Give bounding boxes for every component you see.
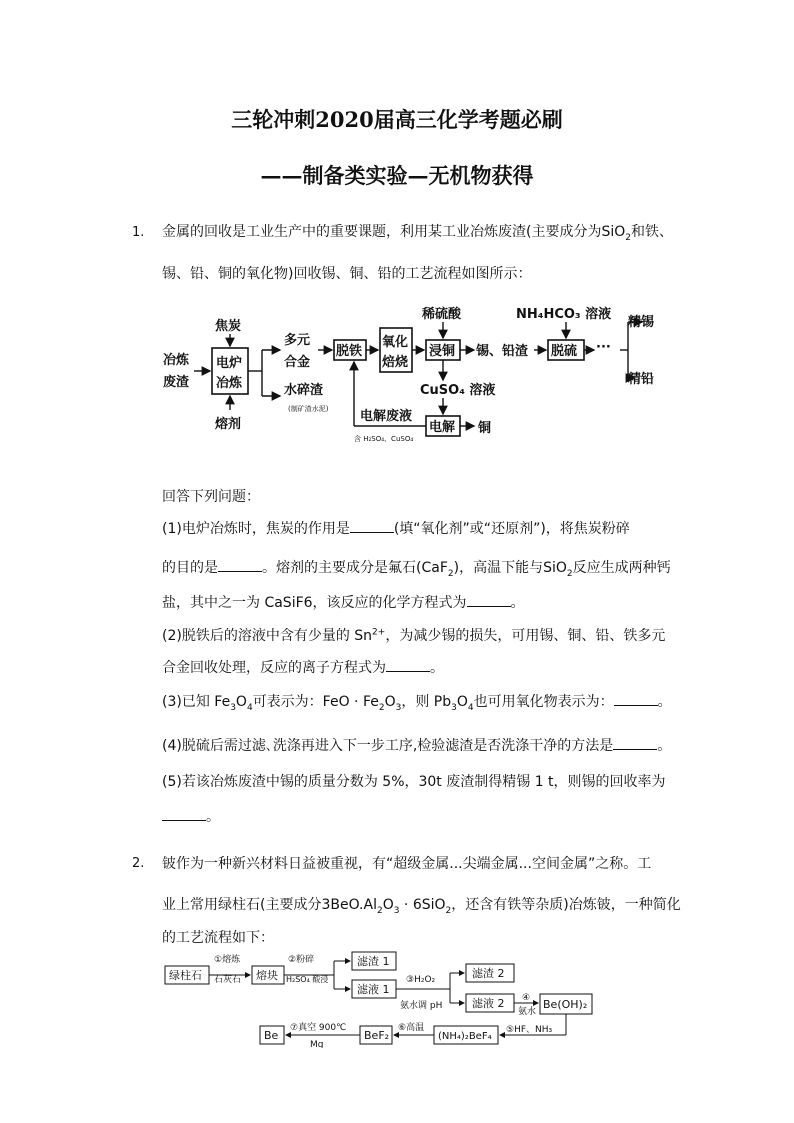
flow-acid: 稀硫酸 bbox=[422, 307, 462, 322]
flow2-step4-top: ④ bbox=[522, 993, 531, 1003]
flow-waste-note: 含 H₂SO₄、CuSO₄ bbox=[354, 435, 414, 443]
q1-part3: (3)已知 $Fe_3O_4$可表示为：FeO · $Fe_2O_3$，则 $Pb_3O_4$也可用氧化物表示为： 。 bbox=[162, 694, 672, 713]
q1-part5-line1: (5)若该冶炼废渣中锡的质量分数为 5%，30t 废渣制得精锡 1 t，则锡的回收率为 bbox=[162, 774, 666, 790]
flow-tin: 精锡 bbox=[627, 315, 654, 330]
q1-intro-line1: 金属的回收是工业生产中的重要课题，利用某工业冶炼废渣(主要成分为SiO$_2$和铁、 bbox=[162, 224, 673, 243]
question-number: 1. bbox=[132, 225, 145, 240]
q1-part2-line1: (2)脱铁后的溶液中含有少量的 $Sn^{2+}$，为减少锡的损失，可用锡、铜、铅、铁多元 bbox=[162, 627, 666, 644]
flow-cuso4: CuSO₄ 溶液 bbox=[420, 383, 496, 398]
q2-intro-line1: 铍作为一种新兴材料日益被重视，有“超级金属...尖端金属...空间金属”之称。工 bbox=[162, 856, 652, 872]
flow2-beryl: 绿柱石 bbox=[169, 969, 202, 982]
q1-part1-line3: 盐，其中之一为 CaSiF6，该反应的化学方程式为 。 bbox=[162, 595, 525, 611]
flow-deiron: 脱铁 bbox=[336, 344, 363, 359]
flow2-bef2: BeF₂ bbox=[364, 1029, 390, 1042]
flow2-step3-top: ③H₂O₂ bbox=[406, 975, 436, 985]
answer-blank[interactable] bbox=[467, 594, 511, 607]
flow2-step3-bottom: 氨水调 pH bbox=[400, 1001, 443, 1011]
flow2-frit: 熔块 bbox=[256, 969, 278, 982]
flow-snpb: 锡、铅渣 bbox=[476, 344, 529, 359]
flow-lead: 精铅 bbox=[627, 372, 654, 387]
q1-part1-line2: 的目的是 。熔剂的主要成分是氟石(CaF$_2$)，高温下能与SiO$_2$反应生成两种钙 bbox=[162, 560, 671, 579]
flow2-step5: ⑤HF、NH₃ bbox=[506, 1025, 553, 1035]
q1-part1-line1: (1)电炉冶炼时，焦炭的作用是 (填“氧化剂”或“还原剂”)，将焦炭粉碎 bbox=[162, 521, 630, 537]
q1-flowchart bbox=[158, 298, 668, 446]
q1-part5-line2: 。 bbox=[162, 806, 220, 826]
flow2-step7-bottom: Mg bbox=[310, 1040, 324, 1048]
q2-intro-line2: 业上常用绿柱石(主要成分$3BeO.Al_2O_3 \cdot 6SiO_2$，还含有铁等杂质)冶炼铍，一种简化 bbox=[162, 897, 681, 916]
flow-flux: 熔剂 bbox=[215, 417, 242, 432]
flow-oxroast-1: 氧化 bbox=[382, 335, 409, 350]
flow2-step2-bottom: H₂SO₄ 酸浸 bbox=[286, 975, 329, 984]
flow2-beoh2: Be(OH)₂ bbox=[543, 998, 588, 1011]
question-number: 2. bbox=[132, 856, 145, 871]
flow-slag: 水碎渣 bbox=[284, 383, 324, 398]
flow-feed-2: 废渣 bbox=[163, 375, 190, 390]
flow-leach: 浸铜 bbox=[429, 344, 456, 359]
flow-dots: ··· bbox=[596, 340, 611, 355]
flow-slag-note: (制矿渣水泥) bbox=[288, 405, 329, 413]
q1-part2-line2: 合金回收处理，反应的离子方程式为 。 bbox=[162, 660, 444, 676]
answer-blank[interactable] bbox=[614, 693, 658, 706]
q2-intro-line3: 的工艺流程如下： bbox=[162, 930, 274, 946]
page-title: 三轮冲刺2020届高三化学考题必刷 bbox=[231, 107, 563, 132]
answer-blank[interactable] bbox=[613, 737, 657, 750]
flow2-step1-bottom: 石灰石 bbox=[214, 975, 242, 985]
answer-prompt: 回答下列问题： bbox=[162, 489, 260, 505]
answer-blank[interactable] bbox=[162, 808, 206, 821]
flow2-filtrate2: 滤液 2 bbox=[472, 997, 505, 1010]
flow-alloy-1: 多元 bbox=[284, 333, 311, 348]
flow-alloy-2: 合金 bbox=[284, 355, 311, 370]
flow-electro: 电解 bbox=[429, 420, 456, 435]
flow-furnace-2: 冶炼 bbox=[216, 376, 243, 391]
flow2-filtrate1: 滤液 1 bbox=[357, 983, 390, 996]
q2-flowchart bbox=[160, 948, 620, 1048]
answer-blank[interactable] bbox=[350, 520, 394, 533]
answer-blank[interactable] bbox=[386, 659, 430, 672]
flow2-step2-top: ②粉碎 bbox=[288, 955, 315, 965]
page-subtitle: ——制备类实验—无机物获得 bbox=[260, 163, 534, 188]
flow-waste: 电解废液 bbox=[360, 409, 413, 424]
flow2-step7-top: ⑦真空 900℃ bbox=[290, 1023, 347, 1033]
flow2-step6: ⑥高温 bbox=[398, 1023, 425, 1033]
flow-copper: 铜 bbox=[478, 421, 492, 436]
flow-furnace-1: 电炉 bbox=[216, 356, 243, 371]
flow2-be: Be bbox=[264, 1029, 279, 1042]
flow-coke: 焦炭 bbox=[215, 319, 242, 334]
q1-intro-line2: 锡、铅、铜的氧化物)回收锡、铜、铅的工艺流程如图所示： bbox=[162, 266, 532, 282]
flow2-residue2: 滤渣 2 bbox=[472, 967, 505, 980]
flow2-residue1: 滤渣 1 bbox=[357, 955, 390, 968]
flow-oxroast-2: 焙烧 bbox=[382, 355, 409, 370]
flow-desulf: 脱硫 bbox=[551, 344, 578, 359]
flow-feed-1: 冶炼 bbox=[163, 353, 190, 368]
flow2-step1-top: ①熔炼 bbox=[214, 955, 241, 965]
flow2-step4-bottom: 氨水 bbox=[518, 1007, 537, 1017]
flow2-nh4bef4: (NH₄)₂BeF₄ bbox=[438, 1031, 492, 1042]
answer-blank[interactable] bbox=[218, 559, 262, 572]
q1-part4: (4)脱硫后需过滤､洗涤再进入下一步工序,检验滤渣是否洗涤干净的方法是 。 bbox=[162, 738, 672, 754]
flow-reagent: NH₄HCO₃ 溶液 bbox=[516, 307, 612, 322]
